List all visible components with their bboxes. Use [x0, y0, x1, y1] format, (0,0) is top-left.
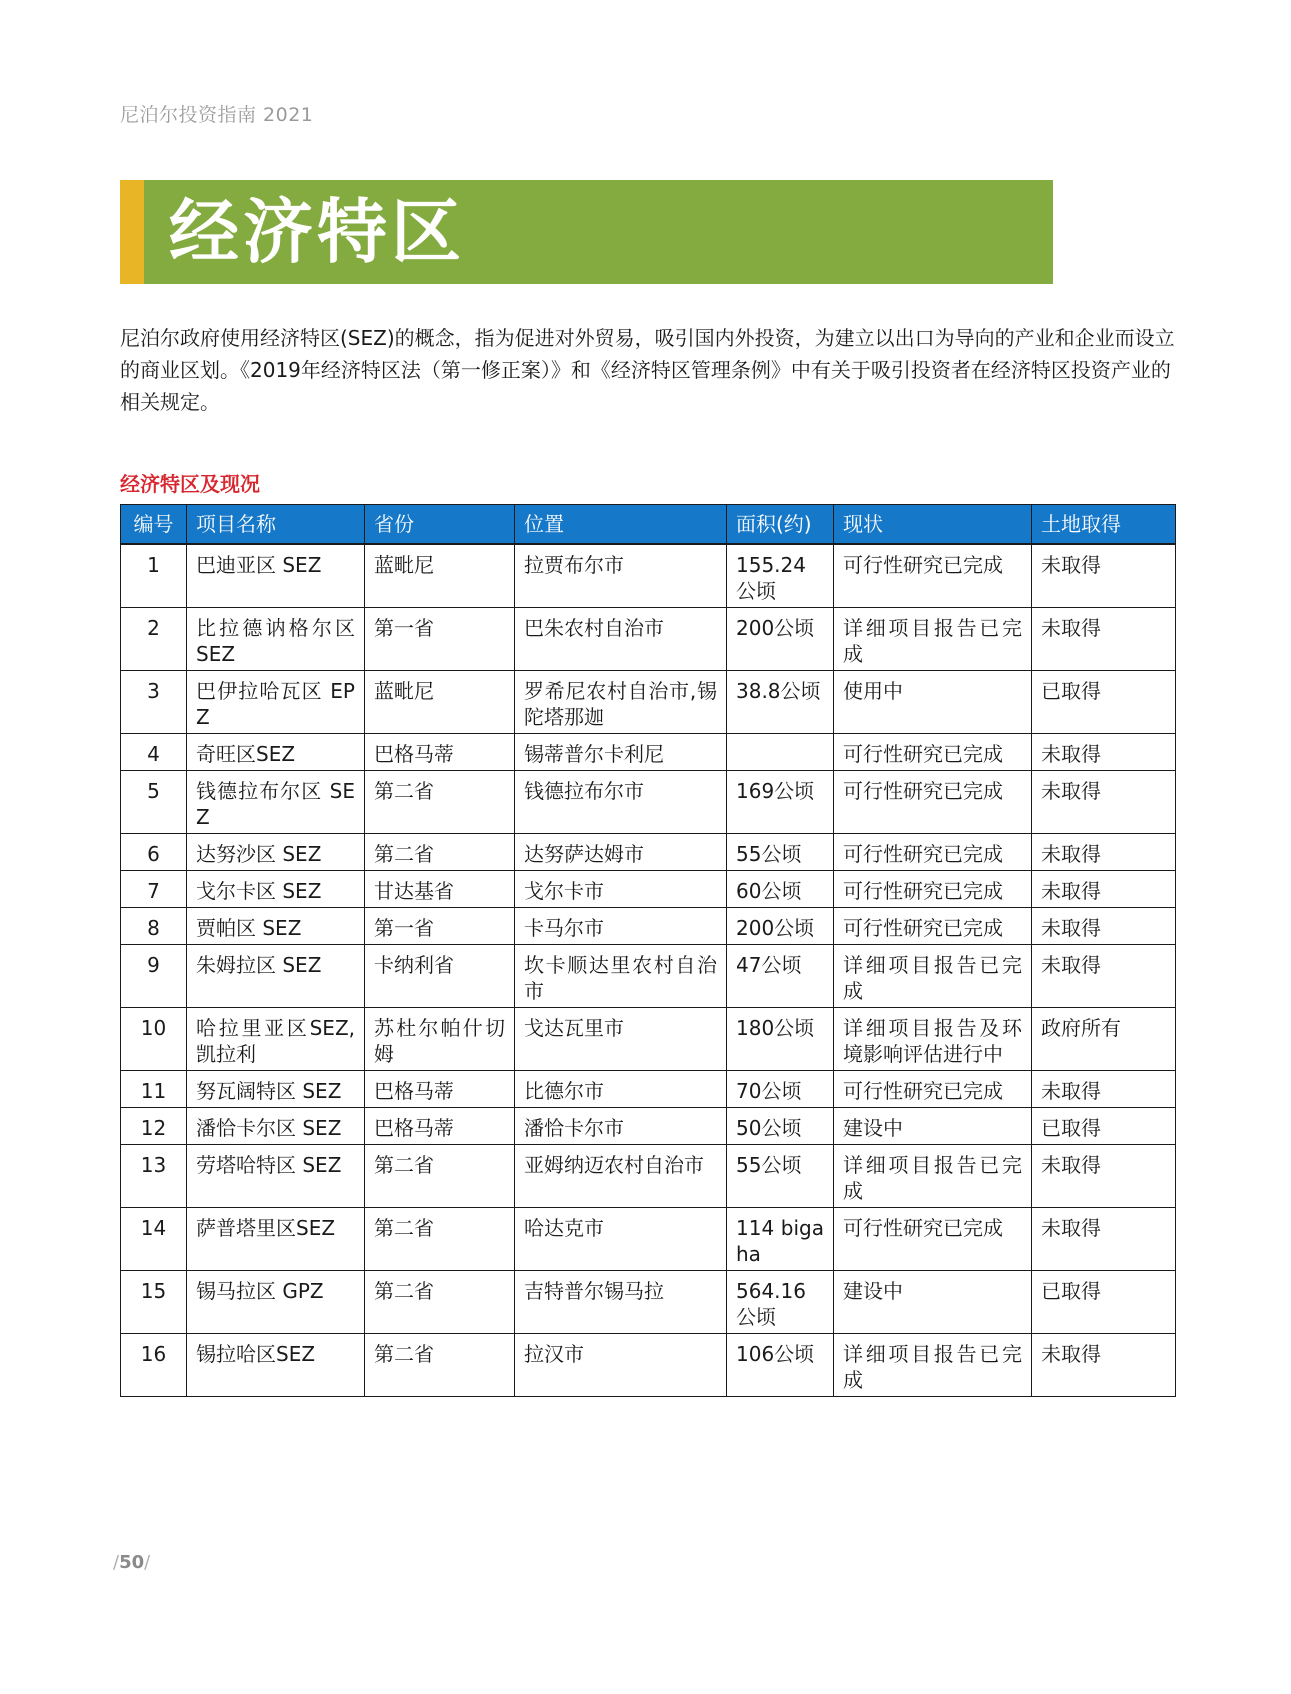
- cell-land-acquisition: 未取得: [1032, 608, 1176, 671]
- cell-province: 第二省: [365, 834, 515, 871]
- header-area: 面积(约): [727, 505, 834, 545]
- cell-area: 55公顷: [727, 1145, 834, 1208]
- cell-land-acquisition: 未取得: [1032, 834, 1176, 871]
- cell-area: 38.8公顷: [727, 671, 834, 734]
- cell-project-name: 贾帕区 SEZ: [187, 908, 365, 945]
- cell-province: 第二省: [365, 1145, 515, 1208]
- cell-status: 详细项目报告已完成: [834, 1145, 1032, 1208]
- cell-status: 详细项目报告已完成: [834, 945, 1032, 1008]
- cell-status: 可行性研究已完成: [834, 1071, 1032, 1108]
- cell-area: 47公顷: [727, 945, 834, 1008]
- cell-number: 11: [121, 1071, 187, 1108]
- cell-project-name: 萨普塔里区SEZ: [187, 1208, 365, 1271]
- cell-area: 155.24公顷: [727, 544, 834, 608]
- cell-status: 可行性研究已完成: [834, 771, 1032, 834]
- cell-province: 巴格马蒂: [365, 1071, 515, 1108]
- page-number-divider-left: /: [113, 1552, 120, 1573]
- cell-land-acquisition: 未取得: [1032, 908, 1176, 945]
- cell-province: 第一省: [365, 608, 515, 671]
- cell-province: 第一省: [365, 908, 515, 945]
- cell-status: 可行性研究已完成: [834, 908, 1032, 945]
- cell-province: 蓝毗尼: [365, 544, 515, 608]
- cell-project-name: 朱姆拉区 SEZ: [187, 945, 365, 1008]
- cell-number: 4: [121, 734, 187, 771]
- cell-province: 第二省: [365, 771, 515, 834]
- cell-status: 使用中: [834, 671, 1032, 734]
- table-row: [121, 871, 1176, 908]
- cell-project-name: 劳塔哈特区 SEZ: [187, 1145, 365, 1208]
- cell-location: 哈达克市: [515, 1208, 727, 1271]
- cell-area: 200公顷: [727, 908, 834, 945]
- cell-location: 吉特普尔锡马拉: [515, 1271, 727, 1334]
- cell-province: 卡纳利省: [365, 945, 515, 1008]
- table-body: [121, 544, 1176, 1397]
- header-status: 现状: [834, 505, 1032, 545]
- table-row: [121, 1208, 1176, 1271]
- cell-area: 180公顷: [727, 1008, 834, 1071]
- header-province: 省份: [365, 505, 515, 545]
- cell-status: 可行性研究已完成: [834, 544, 1032, 608]
- table-row: [121, 1145, 1176, 1208]
- cell-area: 70公顷: [727, 1071, 834, 1108]
- cell-province: 苏杜尔帕什切姆: [365, 1008, 515, 1071]
- table-row: [121, 544, 1176, 608]
- cell-number: 8: [121, 908, 187, 945]
- page-number-divider-right: /: [144, 1552, 151, 1573]
- cell-project-name: 巴伊拉哈瓦区 EPZ: [187, 671, 365, 734]
- cell-number: 5: [121, 771, 187, 834]
- cell-location: 锡蒂普尔卡利尼: [515, 734, 727, 771]
- cell-land-acquisition: 未取得: [1032, 945, 1176, 1008]
- cell-project-name: 锡马拉区 GPZ: [187, 1271, 365, 1334]
- table-row: [121, 771, 1176, 834]
- cell-area: 60公顷: [727, 871, 834, 908]
- cell-area: 106公顷: [727, 1334, 834, 1397]
- cell-location: 罗希尼农村自治市,锡陀塔那迦: [515, 671, 727, 734]
- cell-land-acquisition: 已取得: [1032, 671, 1176, 734]
- cell-area: 55公顷: [727, 834, 834, 871]
- intro-paragraph: 尼泊尔政府使用经济特区(SEZ)的概念，指为促进对外贸易，吸引国内外投资，为建立以出口为导向的产业和企业而设立的商业区划。《2019年经济特区法（第一修正案）》和《经济特区管理条例》中有关于吸引投资者在经济特区投资产业的相关规定。: [120, 326, 1175, 414]
- cell-land-acquisition: 未取得: [1032, 1145, 1176, 1208]
- cell-status: 详细项目报告已完成: [834, 1334, 1032, 1397]
- cell-area: 200公顷: [727, 608, 834, 671]
- table-row: [121, 671, 1176, 734]
- cell-land-acquisition: 未取得: [1032, 1071, 1176, 1108]
- cell-location: 比德尔市: [515, 1071, 727, 1108]
- cell-project-name: 达努沙区 SEZ: [187, 834, 365, 871]
- cell-location: 巴朱农村自治市: [515, 608, 727, 671]
- cell-location: 达努萨达姆市: [515, 834, 727, 871]
- cell-status: 可行性研究已完成: [834, 834, 1032, 871]
- cell-project-name: 潘恰卡尔区 SEZ: [187, 1108, 365, 1145]
- cell-number: 13: [121, 1145, 187, 1208]
- cell-location: 潘恰卡尔市: [515, 1108, 727, 1145]
- cell-number: 15: [121, 1271, 187, 1334]
- cell-area: [727, 734, 834, 771]
- table-row: [121, 608, 1176, 671]
- cell-province: 蓝毗尼: [365, 671, 515, 734]
- cell-province: 第二省: [365, 1208, 515, 1271]
- cell-location: 卡马尔市: [515, 908, 727, 945]
- header-location: 位置: [515, 505, 727, 545]
- cell-land-acquisition: 未取得: [1032, 544, 1176, 608]
- banner-accent-bar: [120, 180, 144, 284]
- cell-status: 详细项目报告已完成: [834, 608, 1032, 671]
- cell-area: 114 bigaha: [727, 1208, 834, 1271]
- cell-number: 1: [121, 544, 187, 608]
- cell-project-name: 哈拉里亚区SEZ,凯拉利: [187, 1008, 365, 1071]
- table-row: [121, 734, 1176, 771]
- cell-project-name: 锡拉哈区SEZ: [187, 1334, 365, 1397]
- table-title: 经济特区及现况: [120, 472, 260, 496]
- cell-location: 钱德拉布尔市: [515, 771, 727, 834]
- cell-province: 巴格马蒂: [365, 1108, 515, 1145]
- cell-number: 7: [121, 871, 187, 908]
- cell-land-acquisition: 未取得: [1032, 871, 1176, 908]
- cell-land-acquisition: 政府所有: [1032, 1008, 1176, 1071]
- cell-province: 甘达基省: [365, 871, 515, 908]
- cell-project-name: 努瓦阔特区 SEZ: [187, 1071, 365, 1108]
- cell-province: 第二省: [365, 1271, 515, 1334]
- cell-number: 14: [121, 1208, 187, 1271]
- cell-land-acquisition: 未取得: [1032, 1334, 1176, 1397]
- cell-location: 拉汉市: [515, 1334, 727, 1397]
- cell-area: 50公顷: [727, 1108, 834, 1145]
- cell-land-acquisition: 已取得: [1032, 1271, 1176, 1334]
- cell-number: 2: [121, 608, 187, 671]
- table-row: [121, 1071, 1176, 1108]
- header-project-name: 项目名称: [187, 505, 365, 545]
- cell-location: 坎卡顺达里农村自治市: [515, 945, 727, 1008]
- cell-number: 12: [121, 1108, 187, 1145]
- cell-location: 戈达瓦里市: [515, 1008, 727, 1071]
- sez-table: [120, 504, 1176, 1397]
- page-number: [113, 1552, 150, 1573]
- cell-number: 3: [121, 671, 187, 734]
- cell-number: 16: [121, 1334, 187, 1397]
- cell-number: 9: [121, 945, 187, 1008]
- table-row: [121, 1334, 1176, 1397]
- page-number-value: 50: [119, 1552, 145, 1573]
- table-row: [121, 1008, 1176, 1071]
- cell-project-name: 奇旺区SEZ: [187, 734, 365, 771]
- header-land-acquisition: 土地取得: [1032, 505, 1176, 545]
- cell-status: 建设中: [834, 1271, 1032, 1334]
- cell-project-name: 戈尔卡区 SEZ: [187, 871, 365, 908]
- section-banner: [120, 180, 1053, 284]
- table-row: [121, 834, 1176, 871]
- table-row: [121, 1108, 1176, 1145]
- cell-land-acquisition: 已取得: [1032, 1108, 1176, 1145]
- running-head: 尼泊尔投资指南 2021: [120, 104, 314, 126]
- table-row: [121, 908, 1176, 945]
- cell-number: 6: [121, 834, 187, 871]
- cell-area: 169公顷: [727, 771, 834, 834]
- cell-province: 第二省: [365, 1334, 515, 1397]
- cell-status: 可行性研究已完成: [834, 1208, 1032, 1271]
- cell-location: 拉贾布尔市: [515, 544, 727, 608]
- cell-province: 巴格马蒂: [365, 734, 515, 771]
- cell-project-name: 钱德拉布尔区 SEZ: [187, 771, 365, 834]
- table-header-row: [121, 505, 1176, 545]
- cell-location: 亚姆纳迈农村自治市: [515, 1145, 727, 1208]
- cell-status: 可行性研究已完成: [834, 871, 1032, 908]
- table-row: [121, 1271, 1176, 1334]
- cell-status: 建设中: [834, 1108, 1032, 1145]
- cell-land-acquisition: 未取得: [1032, 734, 1176, 771]
- cell-number: 10: [121, 1008, 187, 1071]
- cell-area: 564.16公顷: [727, 1271, 834, 1334]
- cell-status: 可行性研究已完成: [834, 734, 1032, 771]
- table-row: [121, 945, 1176, 1008]
- cell-location: 戈尔卡市: [515, 871, 727, 908]
- cell-land-acquisition: 未取得: [1032, 771, 1176, 834]
- page-title: 经济特区: [169, 191, 465, 273]
- cell-project-name: 巴迪亚区 SEZ: [187, 544, 365, 608]
- cell-status: 详细项目报告及环境影响评估进行中: [834, 1008, 1032, 1071]
- cell-project-name: 比拉德讷格尔区 SEZ: [187, 608, 365, 671]
- header-number: 编号: [121, 505, 187, 545]
- cell-land-acquisition: 未取得: [1032, 1208, 1176, 1271]
